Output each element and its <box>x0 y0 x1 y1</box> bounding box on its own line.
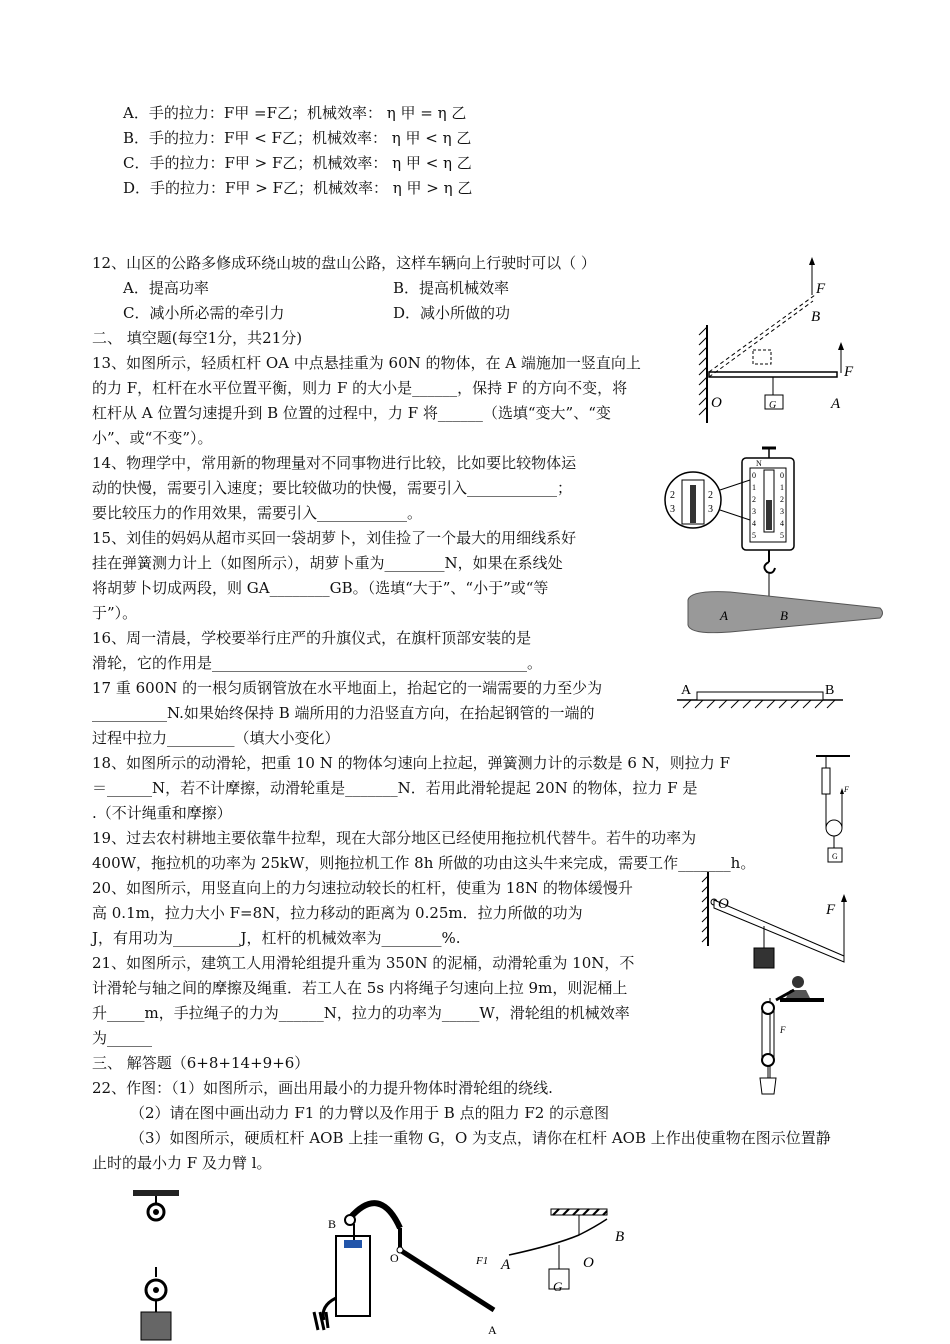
q22-line-4: 止时的最小力 F 及力臂 l。 <box>92 1154 272 1172</box>
svg-text:3: 3 <box>752 507 756 516</box>
pipe-label-a: A <box>681 683 692 698</box>
svg-text:4: 4 <box>752 519 756 528</box>
option-11-d: D．手的拉力：F甲 > F乙；机械效率： η 甲 > η 乙 <box>123 179 473 197</box>
lever-label-b: B <box>811 309 821 325</box>
carrot-label-b: B <box>780 608 788 623</box>
q15-line-3: 将胡萝卜切成两段，则 GA________GB。（选填“大于”、“小于”或“等 <box>92 579 549 597</box>
inclined-lever-figure-q20 <box>700 868 860 973</box>
option-11-a: A．手的拉力：F甲 =F乙；机械效率： η 甲 = η 乙 <box>123 104 467 122</box>
pump-label-o: O <box>390 1251 399 1265</box>
svg-text:0: 0 <box>780 471 784 480</box>
svg-text:1: 1 <box>780 483 784 492</box>
q12-option-c: C．减小所必需的牵引力 <box>123 304 285 322</box>
q22-line-2: （2）请在图中画出动力 F1 的力臂以及作用于 B 点的阻力 F2 的示意图 <box>130 1104 610 1122</box>
curved-lever-label-b: B <box>615 1229 625 1245</box>
q18-line-1: 18、如图所示的动滑轮，把重 10 N 的物体匀速向上拉起，弹簧测力计的示数是 6 N，则拉力 F <box>92 754 730 772</box>
q19-line-2: 400W，拖拉机的功率为 25kW，则拖拉机工作 8h 所做的功由这头牛来完成，需要工作_______h。 <box>92 854 756 872</box>
svg-text:3: 3 <box>780 507 784 516</box>
q16-line-1: 16、周一清晨，学校要举行庄严的升旗仪式，在旗杆顶部安装的是 <box>92 629 532 647</box>
q17-line-1: 17 重 600N 的一根匀质钢管放在水平地面上，抬起它的一端需要的力至少为 <box>92 679 603 697</box>
svg-text:2: 2 <box>708 490 713 501</box>
curved-lever-label-a: A <box>501 1257 511 1273</box>
q20-line-3: J，有用功为_________J，杠杆的机械效率为________%. <box>92 929 461 947</box>
svg-text:3: 3 <box>708 504 713 515</box>
q13-line-1: 13、如图所示，轻质杠杆 OA 中点悬挂重为 60N 的物体，在 A 端施加一竖直向上 <box>92 354 641 372</box>
svg-text:F: F <box>780 1025 786 1035</box>
spring-scale-figure-q15 <box>650 440 890 650</box>
lever-label-g: G <box>769 400 777 411</box>
pulley-block-figure-q22-1 <box>125 1182 195 1342</box>
worker-pulley-figure-q21 <box>740 968 830 1108</box>
q18-line-2: ＝______N，若不计摩擦，动滑轮重是_______N．若用此滑轮提起 20N 的物体，拉力 F 是 <box>92 779 698 797</box>
q21-line-4: 为______ <box>92 1029 153 1047</box>
q21-line-1: 21、如图所示，建筑工人用滑轮组提升重为 350N 的泥桶，动滑轮重为 10N，不 <box>92 954 635 972</box>
section-3-heading: 三、 解答题（6+8+14+9+6） <box>92 1054 310 1072</box>
svg-text:3: 3 <box>670 504 675 515</box>
curved-lever-label-g: G <box>553 1279 563 1294</box>
q12-option-d: D．减小所做的功 <box>393 304 511 322</box>
q12-option-b: B．提高机械效率 <box>393 279 510 297</box>
q17-line-3: 过程中拉力_________（填大小变化） <box>92 729 340 747</box>
option-11-c: C．手的拉力：F甲 > F乙；机械效率： η 甲 < η 乙 <box>123 154 472 172</box>
svg-text:F: F <box>844 785 849 794</box>
pump-lever-figure-q22-2 <box>300 1188 510 1338</box>
q12-stem: 12、山区的公路多修成环绕山坡的盘山公路，这样车辆向上行驶时可以（ ） <box>92 254 596 272</box>
q15-line-2: 挂在弹簧测力计上（如图所示），胡萝卜重为________N，如果在系线处 <box>92 554 563 572</box>
q19-line-1: 19、过去农村耕地主要依靠牛拉犁，现在大部分地区已经使用拖拉机代替牛。若牛的功率为 <box>92 829 697 847</box>
q15-line-4: 于”）。 <box>92 604 138 622</box>
q12-option-a: A．提高功率 <box>123 279 209 297</box>
spring-scale-unit: N <box>756 459 762 468</box>
svg-text:2: 2 <box>670 490 675 501</box>
pump-label-b: B <box>328 1217 337 1231</box>
svg-text:5: 5 <box>780 531 784 540</box>
svg-text:4: 4 <box>780 519 784 528</box>
pulley-figure-q18 <box>812 752 860 867</box>
pump-label-f1: F1 <box>476 1255 489 1267</box>
q15-line-1: 15、刘佳的妈妈从超市买回一袋胡萝卜，刘佳捡了一个最大的用细线系好 <box>92 529 577 547</box>
lever-label-f-top: F <box>816 281 826 297</box>
q22-line-1: 22、作图：（1）如图所示，画出用最小的力提升物体时滑轮组的绕线. <box>92 1079 553 1097</box>
lever-label-o: O <box>711 395 722 411</box>
q14-line-1: 14、物理学中，常用新的物理量对不同事物进行比较，比如要比较物体运 <box>92 454 577 472</box>
curved-lever-label-o: O <box>583 1255 594 1271</box>
option-11-b: B．手的拉力：F甲 < F乙；机械效率： η 甲 < η 乙 <box>123 129 472 147</box>
inclined-lever-label-f: F <box>826 902 836 918</box>
q13-line-2: 的力 F，杠杆在水平位置平衡，则力 F 的大小是______，保持 F 的方向不变，将 <box>92 379 628 397</box>
q21-line-2: 计滑轮与轴之间的摩擦及绳重．若工人在 5s 内将绳子匀速向上拉 9m，则泥桶上 <box>92 979 628 997</box>
svg-text:1: 1 <box>752 483 756 492</box>
q21-line-3: 升_____m，手拉绳子的力为______N，拉力的功率为_____W，滑轮组的机械效率 <box>92 1004 630 1022</box>
lever-label-f-right: F <box>844 364 854 380</box>
q16-line-2: 滑轮，它的作用是__________________________________________。 <box>92 654 543 672</box>
q14-line-3: 要比较压力的作用效果，需要引入____________。 <box>92 504 423 522</box>
q13-line-3: 杠杆从 A 位置匀速提升到 B 位置的过程中，力 F 将______（选填“变大”、“变 <box>92 404 611 422</box>
q13-line-4: 小”、或“不变”）。 <box>92 429 213 447</box>
svg-text:0: 0 <box>752 471 756 480</box>
inclined-lever-label-o: O <box>718 896 729 912</box>
svg-text:2: 2 <box>752 495 756 504</box>
q22-line-3: （3）如图所示，硬质杠杆 AOB 上挂一重物 G，O 为支点，请你在杠杆 AOB 上作出使重物在图示位置静 <box>130 1129 831 1147</box>
svg-text:2: 2 <box>780 495 784 504</box>
pipe-label-b: B <box>825 683 835 698</box>
pump-label-a: A <box>488 1323 497 1337</box>
steel-pipe-figure-q17 <box>675 680 845 715</box>
svg-text:G: G <box>832 852 838 861</box>
q14-line-2: 动的快慢，需要引入速度；要比较做功的快慢，需要引入____________； <box>92 479 573 497</box>
q18-line-3: .（不计绳重和摩擦） <box>92 804 232 822</box>
lever-label-a: A <box>831 396 841 412</box>
q20-line-2: 高 0.1m，拉力大小 F=8N，拉力移动的距离为 0.25m．拉力所做的功为 <box>92 904 583 922</box>
carrot-label-a: A <box>720 608 728 623</box>
q20-line-1: 20、如图所示，用竖直向上的力匀速拉动较长的杠杆，使重为 18N 的物体缓慢升 <box>92 879 633 897</box>
lever-figure-q13 <box>695 255 865 425</box>
curved-lever-figure-q22-3 <box>495 1205 640 1300</box>
svg-text:5: 5 <box>752 531 756 540</box>
section-2-heading: 二、 填空题(每空1分，共21分) <box>92 329 303 347</box>
q17-line-2: __________N.如果始终保持 B 端所用的力沿竖直方向，在抬起钢管的一端的 <box>92 704 595 722</box>
